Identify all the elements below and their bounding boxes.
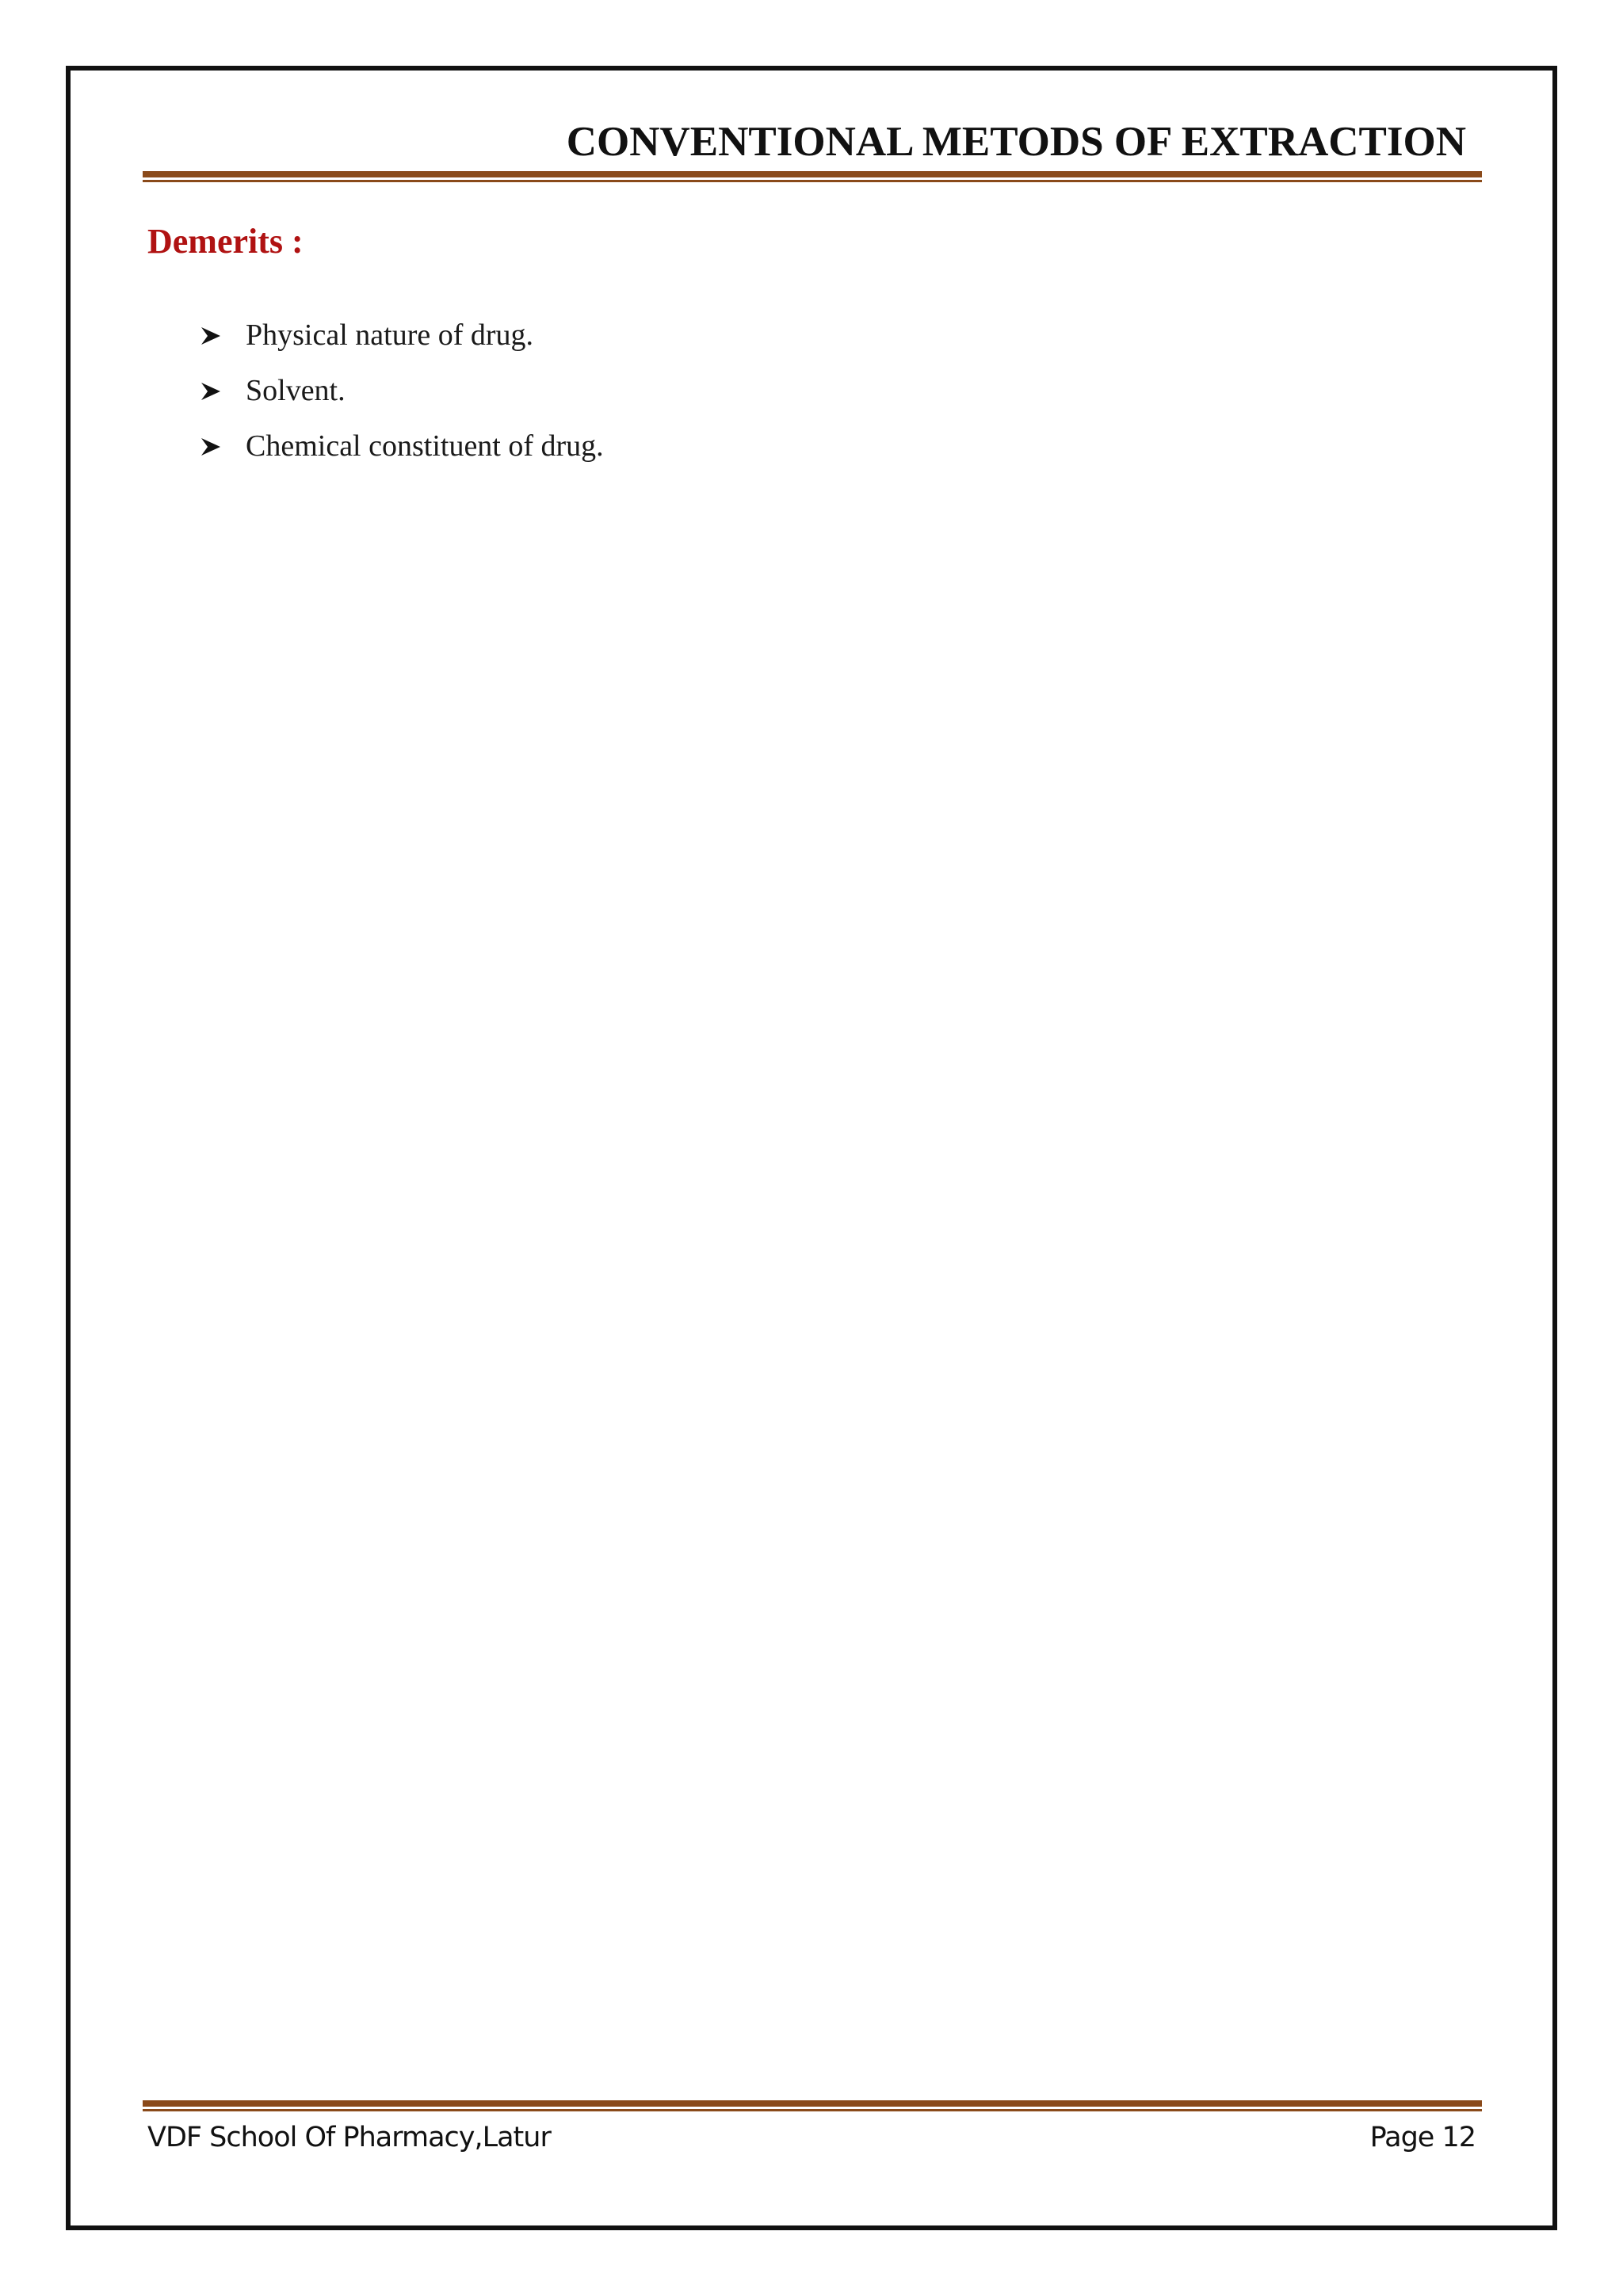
list-item [197,363,604,418]
list-item-text: Chemical constituent of drug. [246,429,604,463]
footer-institution: VDF School Of Pharmacy,Latur [147,2122,551,2153]
arrowhead-bullet-icon [197,430,246,462]
list-item [197,418,604,474]
footer-rule-thin [143,2109,1482,2111]
footer-rule-thick [143,2100,1482,2107]
header-rule-thick [143,171,1482,177]
list-item-text: Physical nature of drug. [246,318,534,352]
page-title: CONVENTIONAL METODS OF EXTRACTION [566,119,1466,165]
arrowhead-bullet-icon [197,319,246,351]
header-rule-thin [143,180,1482,182]
page-number: Page 12 [1369,2122,1476,2153]
demerits-list [197,307,604,474]
list-item [197,307,604,363]
list-item-text: Solvent. [246,374,346,407]
arrowhead-bullet-icon [197,375,246,406]
section-heading: Demerits : [147,222,304,261]
